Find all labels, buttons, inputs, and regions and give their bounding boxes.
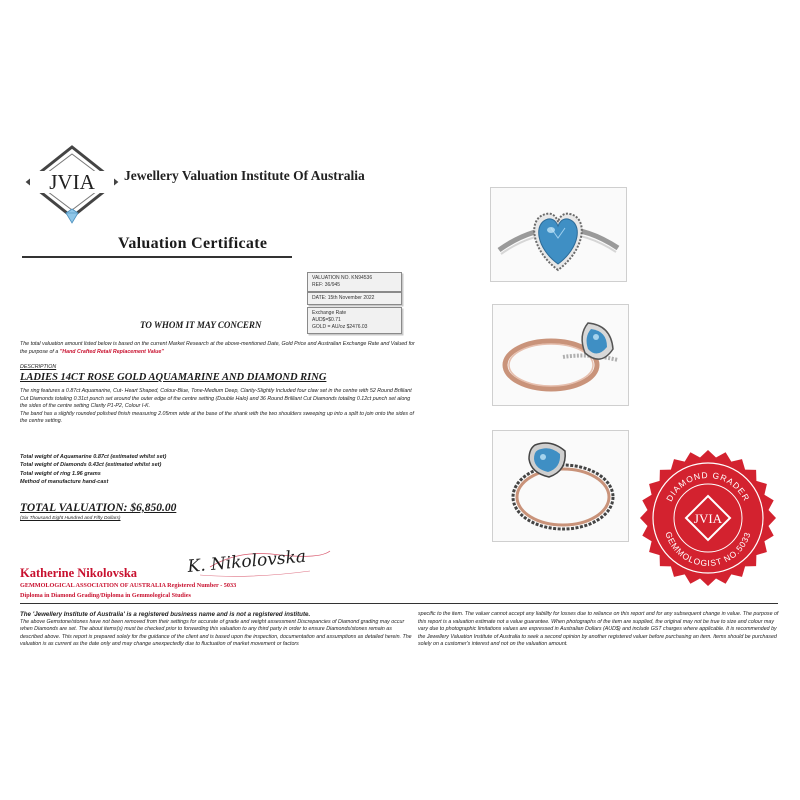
item-title: LADIES 14CT ROSE GOLD AQUAMARINE AND DIAMOND RING (20, 372, 327, 383)
disclaimer-right: specific to the item. The valuer cannot accept any liability for losses due to reliance on this report and for any subsequent change in value. The purpose of this report is a valuation estimate not a value guarantee. When photographs of the item are supplied, the original may not be true to size and colour may vary due to photographic limitations values are expressed in Australian Dollars (AUD$) and include GST charges where applicable. It is recommended by the Jewellery Valuation Institute of Australia to seek a second opinion by another registered valuer before purchasing an item. Items should be purchased solely on a customer's interest and not on the valuation amount. (418, 611, 779, 647)
date-box (307, 292, 402, 305)
seal-center-text: JVIA (693, 511, 723, 526)
logo-text: JVIA (49, 170, 95, 194)
item-description (20, 388, 415, 426)
weights-list (20, 453, 166, 487)
diamond-weight: Total weight of Diamonds 0.43ct (estimated whilst set) (20, 462, 162, 469)
footer-divider (20, 603, 778, 604)
diploma: Diploma in Diamond Grading/Diploma in Gemmological Studies (20, 592, 191, 599)
disclaimer-left-text: The above Gemstone/stones have not been removed from their settings for accurate of grade and weight assessment Discrepancies of Diamond grading may occur when Diamonds are set. The about items(s) must be checked prior to forwarding this valuation to any third party in order to ensure Diamonds/stones remain as described above. This report is prepared solely for the guidance of the client and is based upon the inspection, documentation and assumptions as detailed herein. The valuation is as current as the date only and may change unexpectedly due to fluctuation of market movement or factors (20, 618, 412, 647)
salutation: TO WHOM IT MAY CONCERN (140, 320, 262, 330)
exchange-box (307, 307, 402, 334)
disclaimer-left (20, 611, 412, 649)
signatory-name: Katherine Nikolovska (20, 566, 138, 580)
reference-code: REF: 36/945 (312, 282, 341, 288)
diamond-grader-seal (638, 448, 778, 588)
ring-photo-top (490, 187, 627, 282)
institute-name: Jewellery Valuation Institute Of Australia (124, 168, 365, 183)
valuation-date: DATE: 15th November 2022 (312, 295, 375, 301)
seal-top-text: DIAMOND GRADER (664, 469, 752, 504)
signature (180, 545, 340, 585)
signature-text: K. Nikolovska (186, 546, 307, 577)
gold-rate: GOLD = AU/oz $2476.03 (312, 324, 368, 330)
aquamarine-weight: Total weight of Aquamarine 0.87ct (estimated whilst set) (20, 454, 167, 460)
valuation-purpose: "Hand Crafted Retail Replacement Value" (59, 348, 164, 355)
seal-bottom-text: GEMMOLOGIST NO.5033 (663, 530, 753, 569)
item-description-2: The band has a slightly rounded polished finish measuring 2.05mm wide at the base of the shank with the two shoulders sweeping up into a split to join onto the sides of the centre setting. (20, 410, 414, 425)
jvia-logo (22, 145, 122, 225)
valuation-number: VALUATION NO. KN94536 (312, 275, 373, 281)
intro-text: The total valuation amount listed below is based on the current Market Research at the above-mentioned Date, Gold Price and Australian Exchange Rate and Valued for the purpose of a (20, 341, 415, 355)
title-divider (22, 256, 292, 258)
description-label: DESCRIPTION (20, 364, 57, 370)
certificate-title: Valuation Certificate (118, 235, 268, 252)
gemmological-association: GEMMOLOGICAL ASSOCIATION OF AUSTRALIA Registered Number - 5033 (20, 582, 237, 589)
total-valuation-words: (Six Thousand Eight Hundred and Fifty Dollars) (20, 516, 121, 521)
exchange-label: Exchange Rate (312, 310, 347, 316)
ring-photo-angle (492, 430, 629, 542)
ring-photo-side (492, 304, 629, 406)
intro-paragraph (20, 341, 420, 356)
aud-rate: AUD$=$0.71 (312, 317, 341, 323)
disclaimer-heading: The 'Jewellery Institute of Australia' is a registered business name and is not a registered institute. (20, 611, 311, 618)
reference-box (307, 272, 402, 292)
ring-weight: Total weight of ring 1.96 grams (20, 470, 101, 477)
total-valuation: TOTAL VALUATION: $6,850.00 (20, 502, 177, 514)
manufacture-method: Method of manufacture hand-cast (20, 479, 109, 486)
item-description-1: The ring features a 0.87ct Aquamarine, Cut- Heart Shaped, Colour-Blue, Tone-Medium Deep, Clarity-Slightly Included four claw set in the centre with 52 Round Brilliant Cut Diamonds totaling 0.31ct punch set around the outer edge of the centre setting (Double Halo) and 36 Round Brilliant Cut Diamonds totaling 0.12ct punch set along the sides of the centre setting Clarity P1-P2, Colour I-K. (20, 388, 412, 410)
